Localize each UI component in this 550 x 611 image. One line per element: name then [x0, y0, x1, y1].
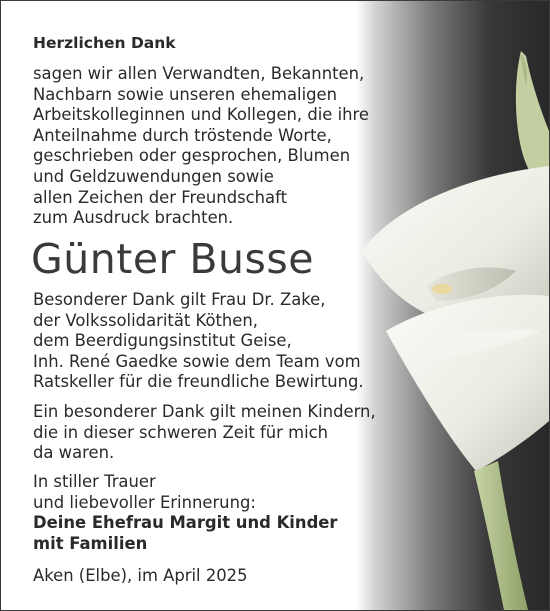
intro-line: sagen wir allen Verwandten, Bekannten, [33, 64, 365, 83]
mourning-signature [33, 472, 393, 554]
heading: Herzlichen Dank [33, 34, 176, 52]
intro-line: allen Zeichen der Freundschaft [33, 187, 287, 207]
intro-line: Nachbarn sowie unseren ehemaligen [33, 84, 338, 104]
intro-line: zum Ausdruck brachten. [33, 208, 234, 228]
children-line: da waren. [33, 443, 115, 463]
thanks-line: dem Beerdigungsinstitut Geise, [33, 331, 292, 351]
deceased-name: Günter Busse [31, 235, 314, 283]
children-line: die in dieser schweren Zeit für mich [33, 422, 329, 442]
signature-line: Deine Ehefrau Margit und Kinder [33, 513, 338, 533]
thanks-line: der Volkssolidarität Köthen, [33, 310, 258, 330]
intro-paragraph [33, 64, 393, 229]
intro-line: geschrieben oder gesprochen, Blumen [33, 146, 351, 166]
children-line: Ein besonderer Dank gilt meinen Kindern, [33, 402, 376, 421]
thanks-line: Inh. René Gaedke sowie dem Team vom [33, 351, 361, 371]
mourning-line: und liebevoller Erinnerung: [33, 492, 256, 512]
children-thanks-paragraph [33, 402, 393, 464]
place-date [33, 566, 393, 587]
thanks-line: Ratskeller für die freundliche Bewirtung. [33, 372, 364, 392]
intro-line: Arbeitskolleginnen und Kollegen, die ihre [33, 105, 369, 125]
thanks-line: Besonderer Dank gilt Frau Dr. Zake, [33, 290, 326, 309]
place-date-line: Aken (Elbe), im April 2025 [33, 566, 248, 585]
intro-line: und Geldzuwendungen sowie [33, 166, 274, 186]
intro-line: Anteilnahme durch tröstende Worte, [33, 125, 332, 145]
mourning-line: In stiller Trauer [33, 472, 156, 491]
signature-line: mit Familien [33, 533, 148, 553]
special-thanks-paragraph [33, 290, 393, 393]
